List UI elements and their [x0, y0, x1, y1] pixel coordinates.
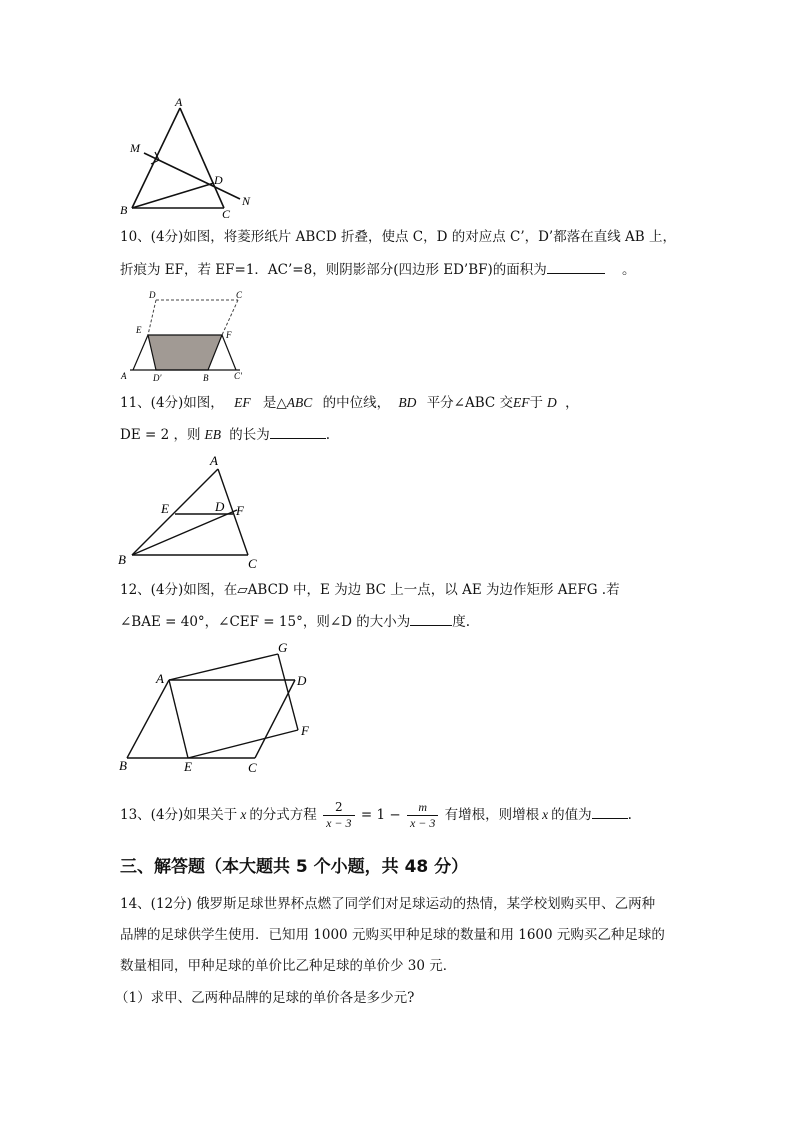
q11-mid4: 于: [529, 395, 544, 411]
label-d: D: [215, 499, 225, 514]
label-c: C: [248, 556, 257, 570]
section-heading: 三、解答题（本大题共 5 个小题，共 48 分）: [120, 857, 469, 877]
label-m: M: [130, 141, 140, 155]
label-d: D: [149, 290, 156, 300]
q10-answer-blank[interactable]: [547, 259, 605, 274]
q11-mid2: 的中位线，: [322, 395, 391, 411]
shaded-quadrilateral: [148, 335, 222, 370]
label-a: A: [210, 453, 218, 468]
q13-line: [120, 793, 632, 837]
q13-x2: x: [542, 807, 549, 822]
q11-line2-end: .: [325, 427, 331, 443]
label-c: C: [222, 207, 231, 220]
q13-end: .: [627, 807, 632, 823]
dashed-de: [148, 300, 156, 335]
q11-bd: BD: [398, 395, 417, 410]
label-n: N: [242, 194, 251, 208]
q11-eb: EB: [204, 427, 221, 442]
label-d: D: [214, 173, 223, 187]
q12-line2-b: 度.: [452, 614, 471, 630]
figure-q12: [115, 638, 325, 778]
label-c: C: [248, 760, 257, 775]
q13-pre: 13、(4分)如果关于: [120, 807, 238, 823]
figure-q11: [115, 452, 265, 570]
q11-ef: EF: [234, 395, 251, 410]
q13-post2: 的值为: [551, 807, 592, 823]
label-e: E: [161, 501, 169, 516]
seg-ac: [180, 108, 224, 208]
q11-line2-pre: DE = 2 ，则: [120, 427, 201, 443]
label-b: B: [120, 203, 128, 217]
q11-d: D: [547, 395, 557, 410]
q11-num: 11、(4分)如图，: [120, 395, 224, 411]
seg-bd: [132, 510, 237, 555]
label-a: A: [175, 95, 183, 109]
label-d: D: [297, 673, 307, 688]
q10-line2: [120, 259, 635, 280]
q14-sub1: （1）求甲、乙两种品牌的足球的单价各是多少元?: [115, 990, 415, 1006]
q12-line1: 12、(4分)如图，在▱ABCD 中，E 为边 BC 上一点，以 AE 为边作矩形 AEFG .若: [120, 582, 620, 598]
q12-line2: [120, 611, 470, 632]
q14-line1: 14、(12分) 俄罗斯足球世界杯点燃了同学们对足球运动的热情，某学校划购买甲、乙两种: [120, 896, 656, 912]
q10-line1: 10、(4分)如图，将菱形纸片 ABCD 折叠，使点 C，D 的对应点 C’，D’都落在直线 AB 上，: [120, 229, 676, 245]
q11-line2-post: 的长为: [229, 427, 270, 443]
figure-q9: [120, 95, 260, 220]
seg-bd: [132, 183, 214, 208]
figure-q10: [118, 288, 258, 383]
q13-num1: 2: [323, 800, 354, 816]
q11-ef2: EF: [513, 395, 530, 410]
label-g: G: [278, 640, 288, 655]
label-d-prime: D': [153, 373, 162, 383]
q11-abc: △ABC: [276, 395, 313, 410]
q11-line1: [120, 393, 579, 413]
q13-frac2: [407, 800, 438, 831]
seg-ae: [169, 680, 188, 758]
q12-line2-a: ∠BAE = 40°，∠CEF = 15°，则∠D 的大小为: [120, 614, 411, 630]
label-b: B: [118, 552, 126, 567]
q13-den2: x − 3: [409, 816, 436, 830]
q13-mid: 的分式方程: [249, 807, 317, 823]
label-a: A: [156, 671, 164, 686]
q11-line2: [120, 424, 330, 445]
label-a: A: [121, 371, 127, 381]
q10-line2-text: 折痕为 EF，若 EF=1．AC’=8，则阴影部分(四边形 ED’BF)的面积为: [120, 262, 547, 278]
q13-x: x: [240, 807, 247, 822]
q11-mid3: 平分∠ABC 交: [426, 395, 514, 411]
label-b: B: [203, 373, 209, 383]
seg-fg: [278, 654, 298, 730]
seg-ea: [133, 335, 148, 370]
seg-ab: [127, 680, 169, 758]
label-f: F: [236, 503, 244, 518]
label-b: B: [119, 758, 127, 773]
q11-end: ，: [565, 395, 579, 411]
label-e: E: [184, 759, 192, 774]
q10-line2-end: 。: [621, 262, 636, 278]
seg-fc2: [222, 335, 236, 370]
q12-answer-blank[interactable]: [410, 611, 452, 626]
q13-post: 有增根，则增根: [444, 807, 540, 823]
q14-line3: 数量相同，甲种足球的单价比乙种足球的单价少 30 元．: [120, 958, 457, 974]
label-e: E: [136, 325, 142, 335]
seg-ef: [188, 730, 298, 758]
q13-frac1: [323, 800, 354, 831]
q14-line2: 品牌的足球供学生使用．已知用 1000 元购买甲种足球的数量和用 1600 元购买乙种足球的: [120, 927, 665, 943]
label-f: F: [301, 723, 309, 738]
seg-dc: [255, 680, 295, 758]
label-f: F: [226, 330, 232, 340]
q13-answer-blank[interactable]: [592, 804, 628, 819]
q11-mid1: 是: [262, 395, 277, 411]
q13-den1: x − 3: [326, 816, 352, 830]
seg-ab: [132, 469, 218, 555]
q11-answer-blank[interactable]: [270, 424, 326, 439]
q13-eq: = 1 −: [360, 807, 401, 823]
label-c-prime: C': [234, 371, 242, 381]
q13-num2: m: [407, 800, 438, 816]
label-c: C: [236, 290, 243, 300]
seg-ga: [169, 654, 278, 680]
